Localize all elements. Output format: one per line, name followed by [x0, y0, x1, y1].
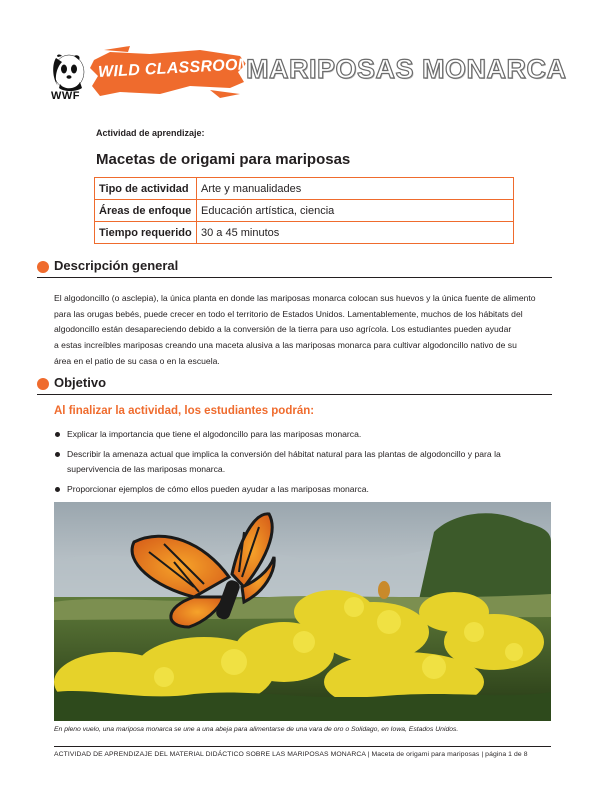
table-row	[95, 222, 514, 244]
paragraph-line: algodoncillo están desapareciendo debido a la conversión de la tierra para uso agrícola. Los estudiantes pueden ayudar	[54, 324, 512, 335]
objective-list	[54, 427, 554, 501]
list-item-text: Describir la amenaza actual que implica la conversión del hábitat natural para las plantas de algodoncillo y para la	[67, 448, 501, 459]
paragraph-line: para las orugas bebés, puede crecer en todo el territorio de Estados Unidos. Lamentablemente, muchos de los hábitats del	[54, 308, 523, 319]
list-item-text: Explicar la importancia que tiene el algodoncillo para las mariposas monarca.	[67, 429, 362, 439]
photo-caption: En pleno vuelo, una mariposa monarca se une a una abeja para alimentarse de una vara de oro o Solidago, en Iowa, Estados Unidos.	[54, 726, 459, 733]
overview-paragraph	[54, 291, 554, 370]
list-item	[54, 427, 554, 443]
wild-classroom-brand: WILD CLASSROOM	[97, 55, 252, 82]
objective-subheading: Al finalizar la actividad, los estudiantes podrán:	[54, 405, 315, 417]
list-item-text: Proporcionar ejemplos de cómo ellos pueden ayudar a las mariposas monarca.	[67, 483, 369, 494]
list-item	[54, 447, 554, 478]
activity-title: Macetas de origami para mariposas	[96, 151, 351, 168]
table-label: Áreas de enfoque	[95, 200, 197, 222]
bullet-dot-icon	[37, 261, 49, 273]
photo-illustration	[54, 502, 551, 721]
footer-divider	[54, 746, 551, 747]
paragraph-line: a estas increíbles mariposas creando una maceta alusiva a las mariposas monarca para cultivar algodoncillo nativo de su	[54, 340, 517, 351]
list-item	[54, 482, 554, 498]
page-footer: ACTIVIDAD DE APRENDIZAJE DEL MATERIAL DIDÁCTICO SOBRE LAS MARIPOSAS MONARCA | Maceta de origami para mariposas | página 1 de 8	[54, 751, 528, 758]
table-label: Tipo de actividad	[95, 178, 197, 200]
table-row	[95, 178, 514, 200]
table-value: Arte y manualidades	[197, 178, 514, 200]
objective-heading: Objetivo	[54, 375, 107, 390]
objective-section-header	[37, 375, 552, 395]
table-row	[95, 200, 514, 222]
activity-info-table	[94, 177, 514, 244]
bullet-dot-icon	[37, 378, 49, 390]
wwf-wordmark: WWF	[51, 90, 80, 102]
monarch-butterfly-photo	[54, 502, 551, 721]
table-value: Educación artística, ciencia	[197, 200, 514, 222]
overview-heading: Descripción general	[54, 258, 179, 273]
activity-kicker: Actividad de aprendizaje:	[96, 128, 205, 138]
paragraph-line: El algodoncillo (o asclepia), la única planta en donde las mariposas monarca colocan sus huevos y la única fuente de alimento	[54, 293, 536, 303]
table-value: 30 a 45 minutos	[197, 222, 514, 244]
overview-section-header	[37, 258, 552, 278]
bee-figure	[378, 581, 390, 599]
page-header-title: MARIPOSAS MONARCA	[246, 54, 567, 84]
page-header	[0, 0, 610, 110]
table-label: Tiempo requerido	[95, 222, 197, 244]
list-item-text: supervivencia de las mariposas monarca.	[67, 464, 226, 474]
paragraph-line: área en el patio de su casa o en la escuela.	[54, 355, 220, 366]
